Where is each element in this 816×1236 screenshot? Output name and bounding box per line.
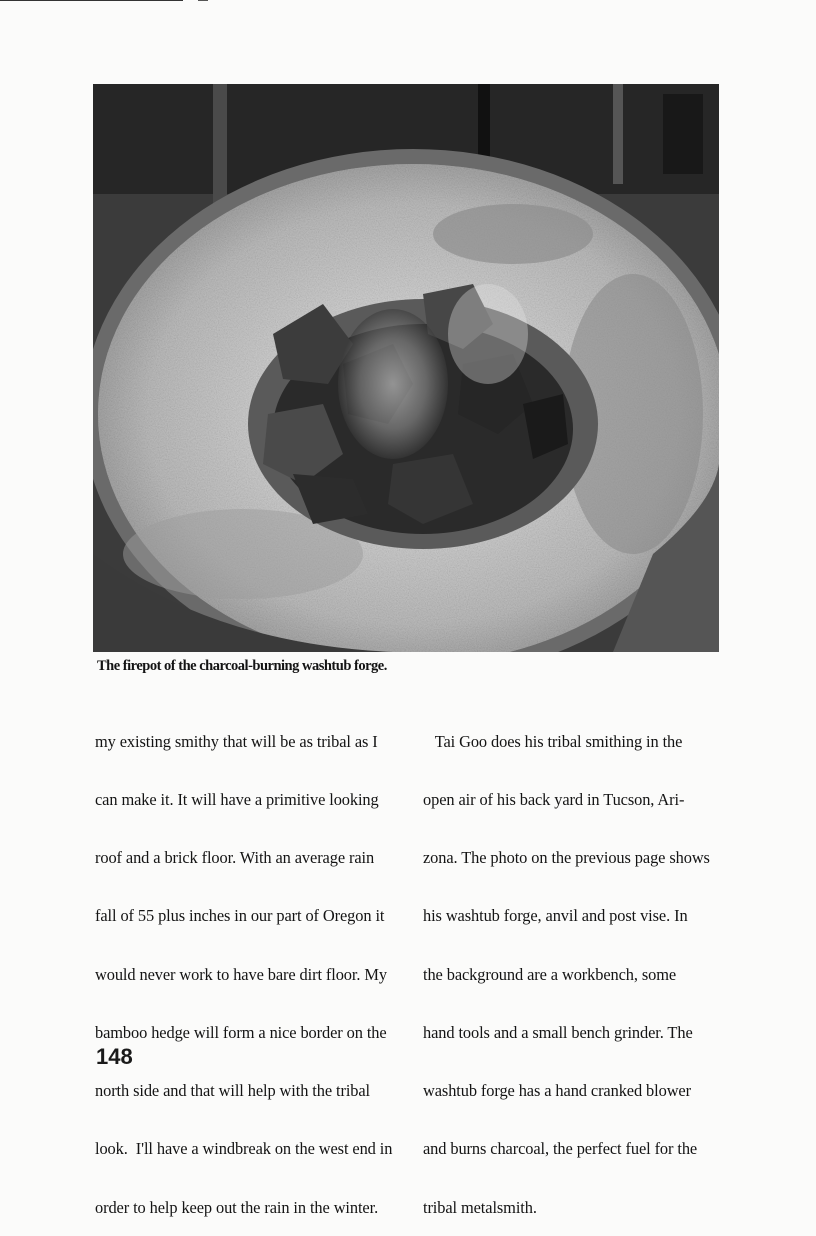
text-line: order to help keep out the rain in the winter.: [95, 1197, 379, 1217]
text-line: the background are a workbench, some: [423, 964, 677, 984]
text-line: tribal metalsmith.: [423, 1197, 537, 1217]
top-rule: [0, 0, 183, 1]
text-line: can make it. It will have a primitive looking: [95, 790, 379, 810]
forge-photo-illustration: [93, 84, 719, 652]
text-line: his washtub forge, anvil and post vise. In: [423, 906, 688, 926]
body-column-right: [423, 693, 723, 1236]
figure-caption: The firepot of the charcoal-burning washtub forge.: [97, 658, 387, 674]
text-line: bamboo hedge will form a nice border on the: [95, 1022, 387, 1042]
text-line: north side and that will help with the tribal: [95, 1081, 370, 1101]
top-rule-fragment: [198, 0, 208, 1]
text-line: zona. The photo on the previous page shows: [423, 848, 710, 868]
text-line: Tai Goo does his tribal smithing in the: [423, 731, 683, 751]
forge-photo: [93, 84, 719, 652]
text-line: roof and a brick floor. With an average rain: [95, 848, 375, 868]
text-line: hand tools and a small bench grinder. The: [423, 1022, 693, 1042]
text-line: washtub forge has a hand cranked blower: [423, 1081, 691, 1101]
text-line: fall of 55 plus inches in our part of Oregon it: [95, 906, 385, 926]
text-line: and burns charcoal, the perfect fuel for the: [423, 1139, 698, 1159]
text-line: would never work to have bare dirt floor. My: [95, 964, 387, 984]
page-number: 148: [96, 1044, 133, 1069]
text-line: my existing smithy that will be as tribal as I: [95, 731, 378, 751]
text-line: open air of his back yard in Tucson, Ari-: [423, 790, 685, 810]
body-column-left: [95, 693, 395, 1236]
text-line: look. I'll have a windbreak on the west end in: [95, 1139, 393, 1159]
